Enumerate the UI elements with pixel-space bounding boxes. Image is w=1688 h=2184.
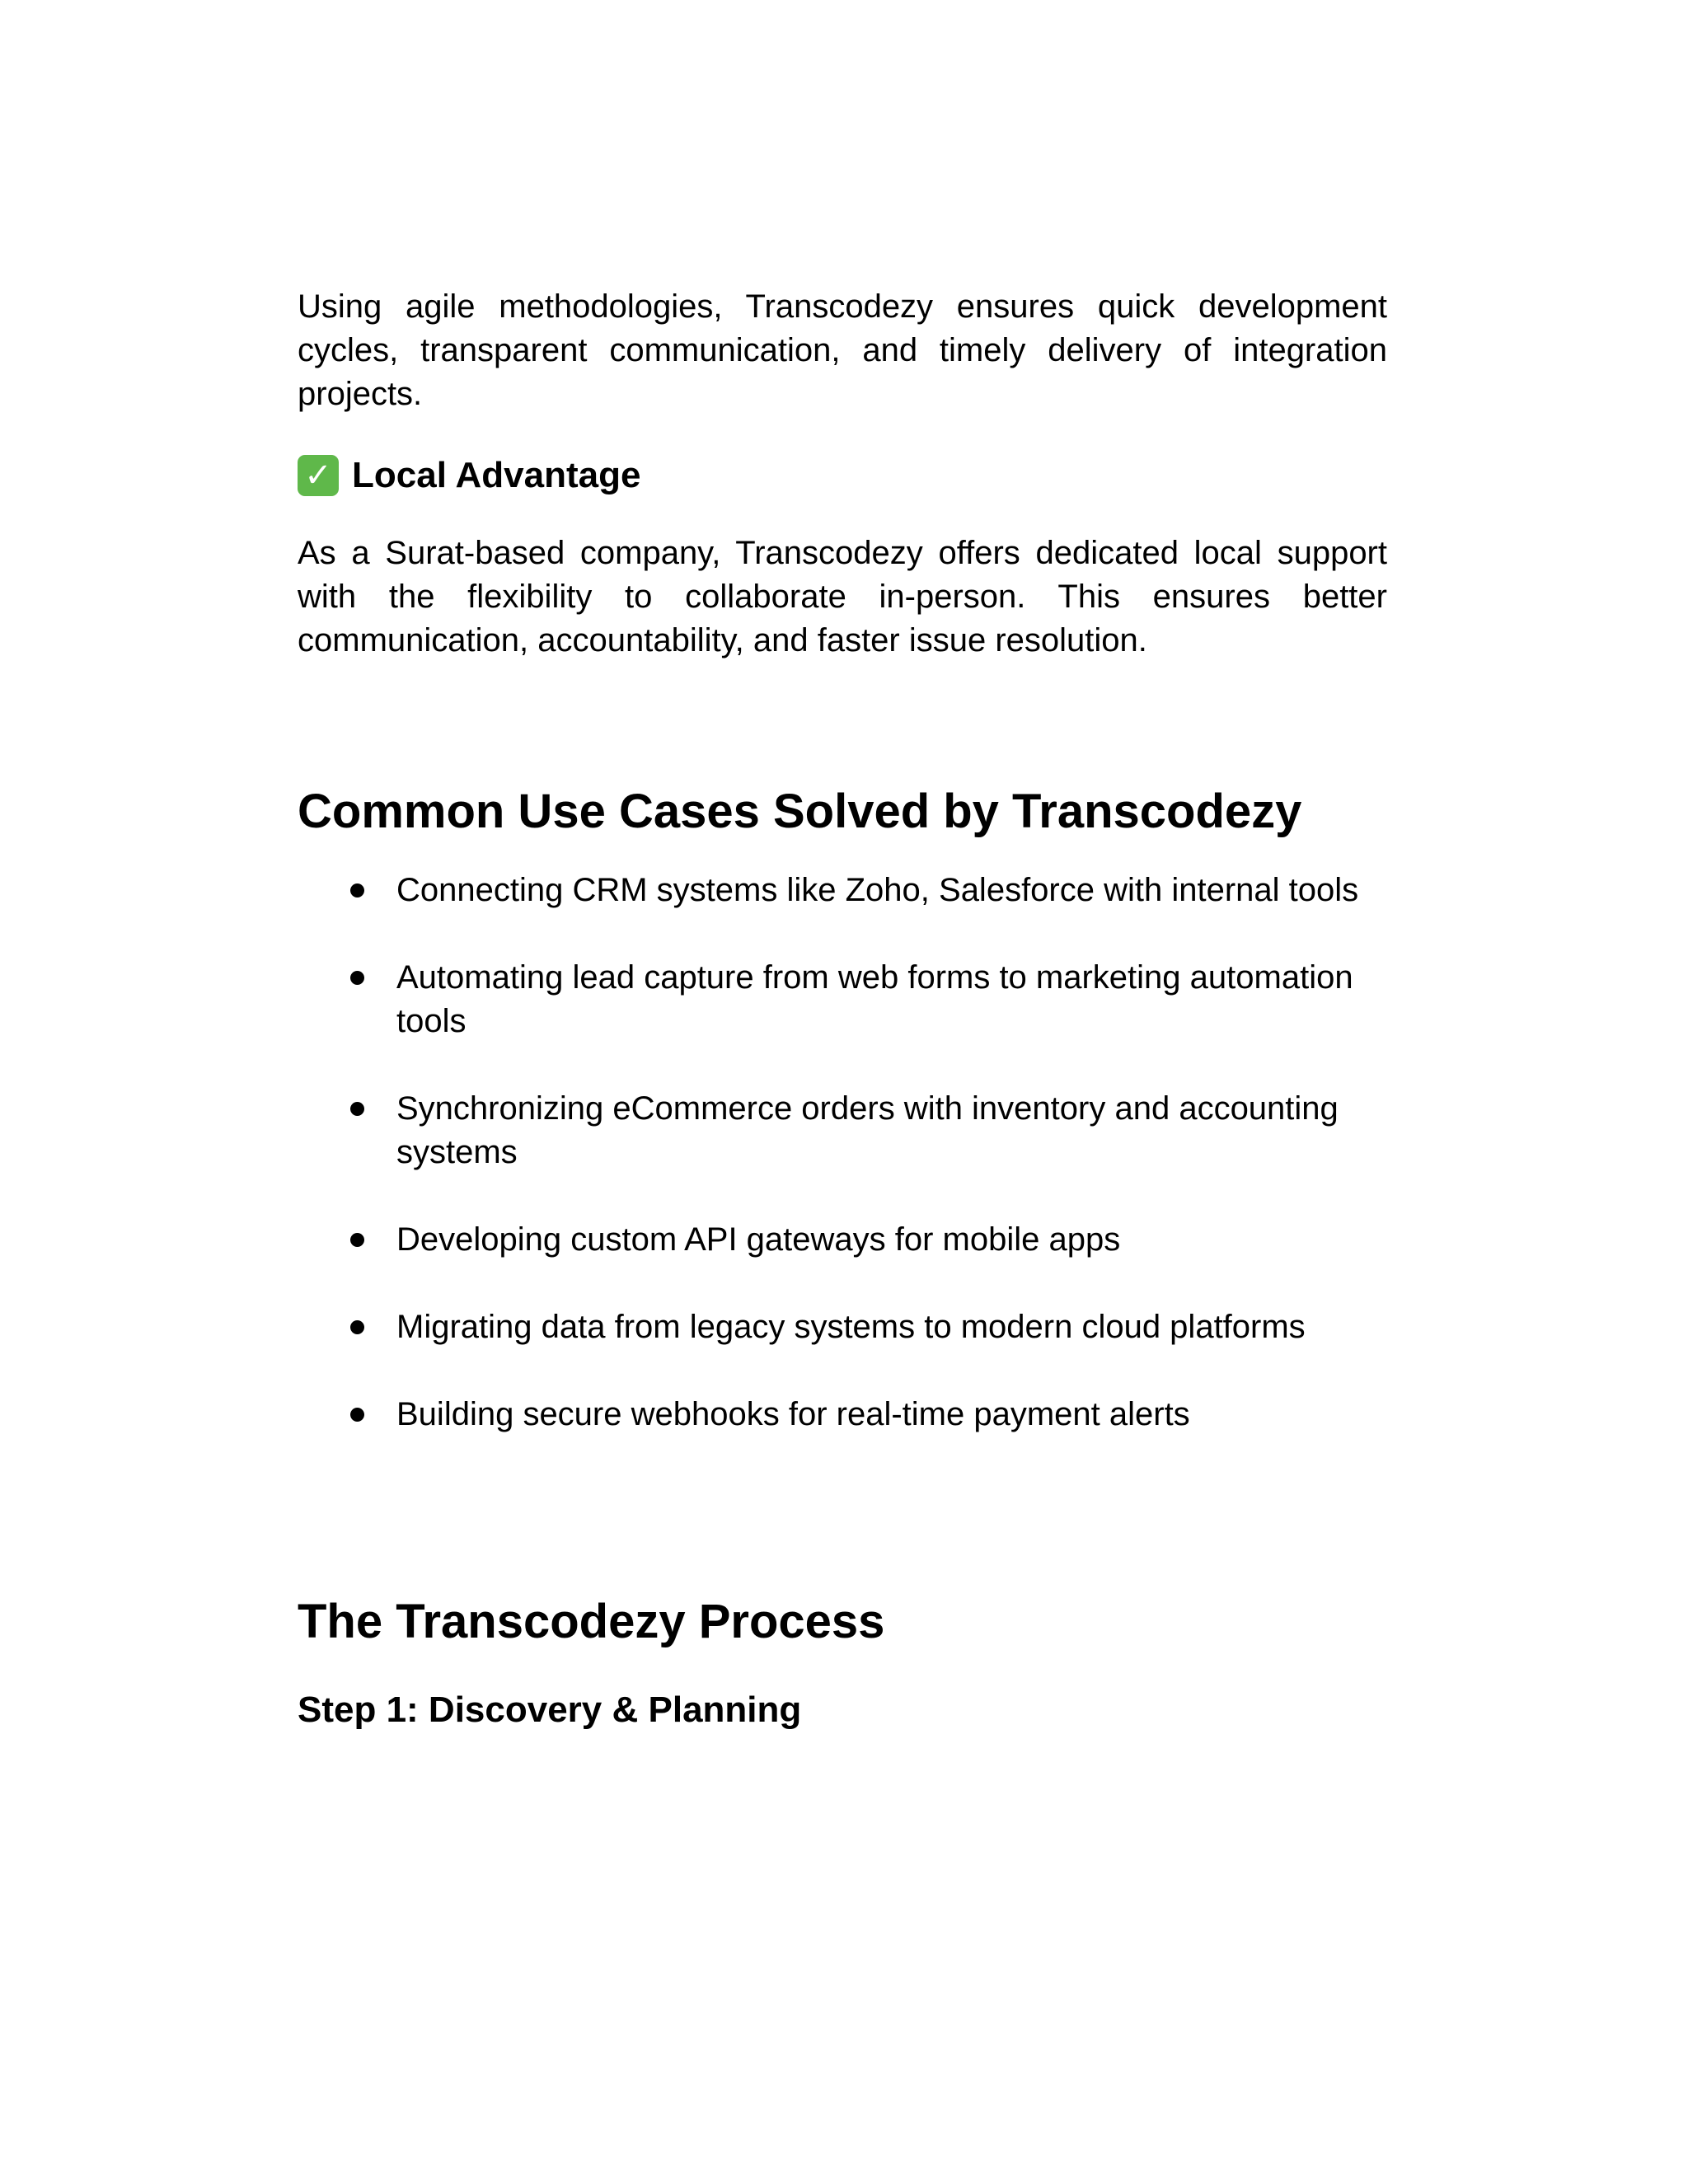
list-item-text: Automating lead capture from web forms to marketing automation tools xyxy=(396,959,1353,1039)
use-cases-heading: Common Use Cases Solved by Transcodezy xyxy=(298,785,1302,838)
list-item-text: Synchronizing eCommerce orders with inventory and accounting systems xyxy=(396,1090,1339,1170)
bullet-icon xyxy=(350,883,364,898)
list-item-text: Migrating data from legacy systems to modern cloud platforms xyxy=(396,1309,1306,1345)
use-cases-list xyxy=(298,869,1387,1436)
page-content xyxy=(298,285,1387,1733)
bullet-icon xyxy=(350,1320,364,1334)
bullet-icon xyxy=(350,1102,364,1116)
process-heading: The Transcodezy Process xyxy=(298,1595,885,1648)
intro-paragraph: Using agile methodologies, Transcodezy ensures quick development cycles, transparent communication, and timely delivery of integration projects. xyxy=(298,288,1387,412)
check-mark-button-icon: ✓ xyxy=(298,455,339,496)
bullet-icon xyxy=(350,1233,364,1247)
local-advantage-title: Local Advantage xyxy=(352,455,641,495)
bullet-icon xyxy=(350,971,364,985)
list-item xyxy=(298,1305,1387,1349)
list-item-text: Building secure webhooks for real-time payment alerts xyxy=(396,1396,1190,1432)
local-advantage-heading xyxy=(298,452,1387,499)
list-item-text: Developing custom API gateways for mobile apps xyxy=(396,1221,1121,1258)
list-item xyxy=(298,956,1387,1043)
list-item xyxy=(298,1218,1387,1262)
list-item xyxy=(298,869,1387,912)
step-1-heading: Step 1: Discovery & Planning xyxy=(298,1690,802,1730)
local-advantage-paragraph: As a Surat-based company, Transcodezy offers dedicated local support with the flexibility to collaborate in-person. This ensures better communication, accountability, and faster issue resolution. xyxy=(298,535,1387,658)
bullet-icon xyxy=(350,1408,364,1422)
list-item xyxy=(298,1393,1387,1436)
list-item xyxy=(298,1087,1387,1174)
list-item-text: Connecting CRM systems like Zoho, Salesforce with internal tools xyxy=(396,872,1359,908)
